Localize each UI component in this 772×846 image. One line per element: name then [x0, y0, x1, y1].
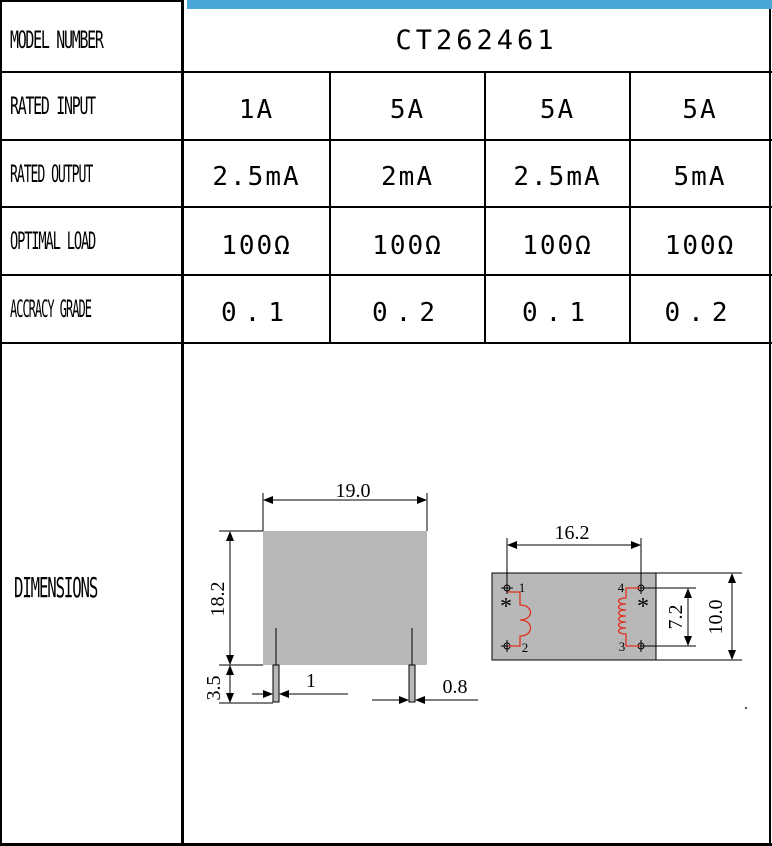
pin-left	[273, 665, 279, 702]
dimensions-label: DIMENSIONS	[14, 570, 98, 604]
rated-output-value-3: 2.5mA	[513, 162, 602, 192]
dim-pin-length: 3.5	[203, 675, 225, 701]
rated-input-value-1: 1A	[238, 95, 275, 125]
optimal-load-label: OPTIMAL LOAD	[10, 227, 96, 255]
rated-input-value-4: 5A	[682, 95, 718, 125]
component-body-front	[263, 531, 427, 665]
dim-pin-width: 0.8	[442, 676, 468, 698]
accuracy-grade-label: ACCRACY GRADE	[10, 295, 91, 323]
accuracy-grade-value-4: 0.2	[664, 298, 736, 328]
rated-input-label: RATED INPUT	[10, 92, 95, 120]
optimal-load-value-2: 100Ω	[372, 231, 443, 261]
dim-pin-offset: 1	[306, 670, 316, 692]
pin-label-4: 4	[617, 580, 625, 595]
pin-label-3: 3	[618, 639, 626, 654]
pin-right	[409, 665, 415, 702]
polarity-mark-secondary: *	[637, 594, 649, 620]
component-body-bottom	[492, 573, 656, 660]
pin-label-2: 2	[521, 640, 529, 655]
rated-output-value-4: 5mA	[673, 162, 727, 192]
polarity-mark-primary: *	[500, 594, 512, 620]
rated-output-value-1: 2.5mA	[212, 162, 301, 192]
model-number-value: CT262461	[395, 24, 558, 56]
accuracy-grade-value-3: 0.1	[522, 298, 593, 328]
pin-label-1: 1	[518, 580, 526, 595]
optimal-load-value-1: 100Ω	[221, 231, 292, 261]
dim-pin-spacing: 16.2	[554, 522, 590, 544]
accuracy-grade-value-2: 0.2	[372, 298, 443, 328]
rated-output-value-2: 2mA	[381, 162, 434, 192]
optimal-load-value-3: 100Ω	[522, 231, 593, 261]
model-number-label: MODEL NUMBER	[10, 26, 103, 54]
dim-inner-height: 7.2	[665, 604, 687, 630]
rated-input-value-3: 5A	[539, 95, 576, 125]
rated-output-label: RATED OUTPUT	[10, 160, 93, 188]
rated-input-value-2: 5A	[389, 95, 426, 125]
dim-height: 18.2	[207, 581, 229, 617]
dim-width: 19.0	[335, 480, 371, 502]
optimal-load-value-4: 100Ω	[664, 231, 736, 261]
dim-outer-height: 10.0	[705, 599, 727, 635]
accuracy-grade-value-1: 0.1	[221, 298, 292, 328]
